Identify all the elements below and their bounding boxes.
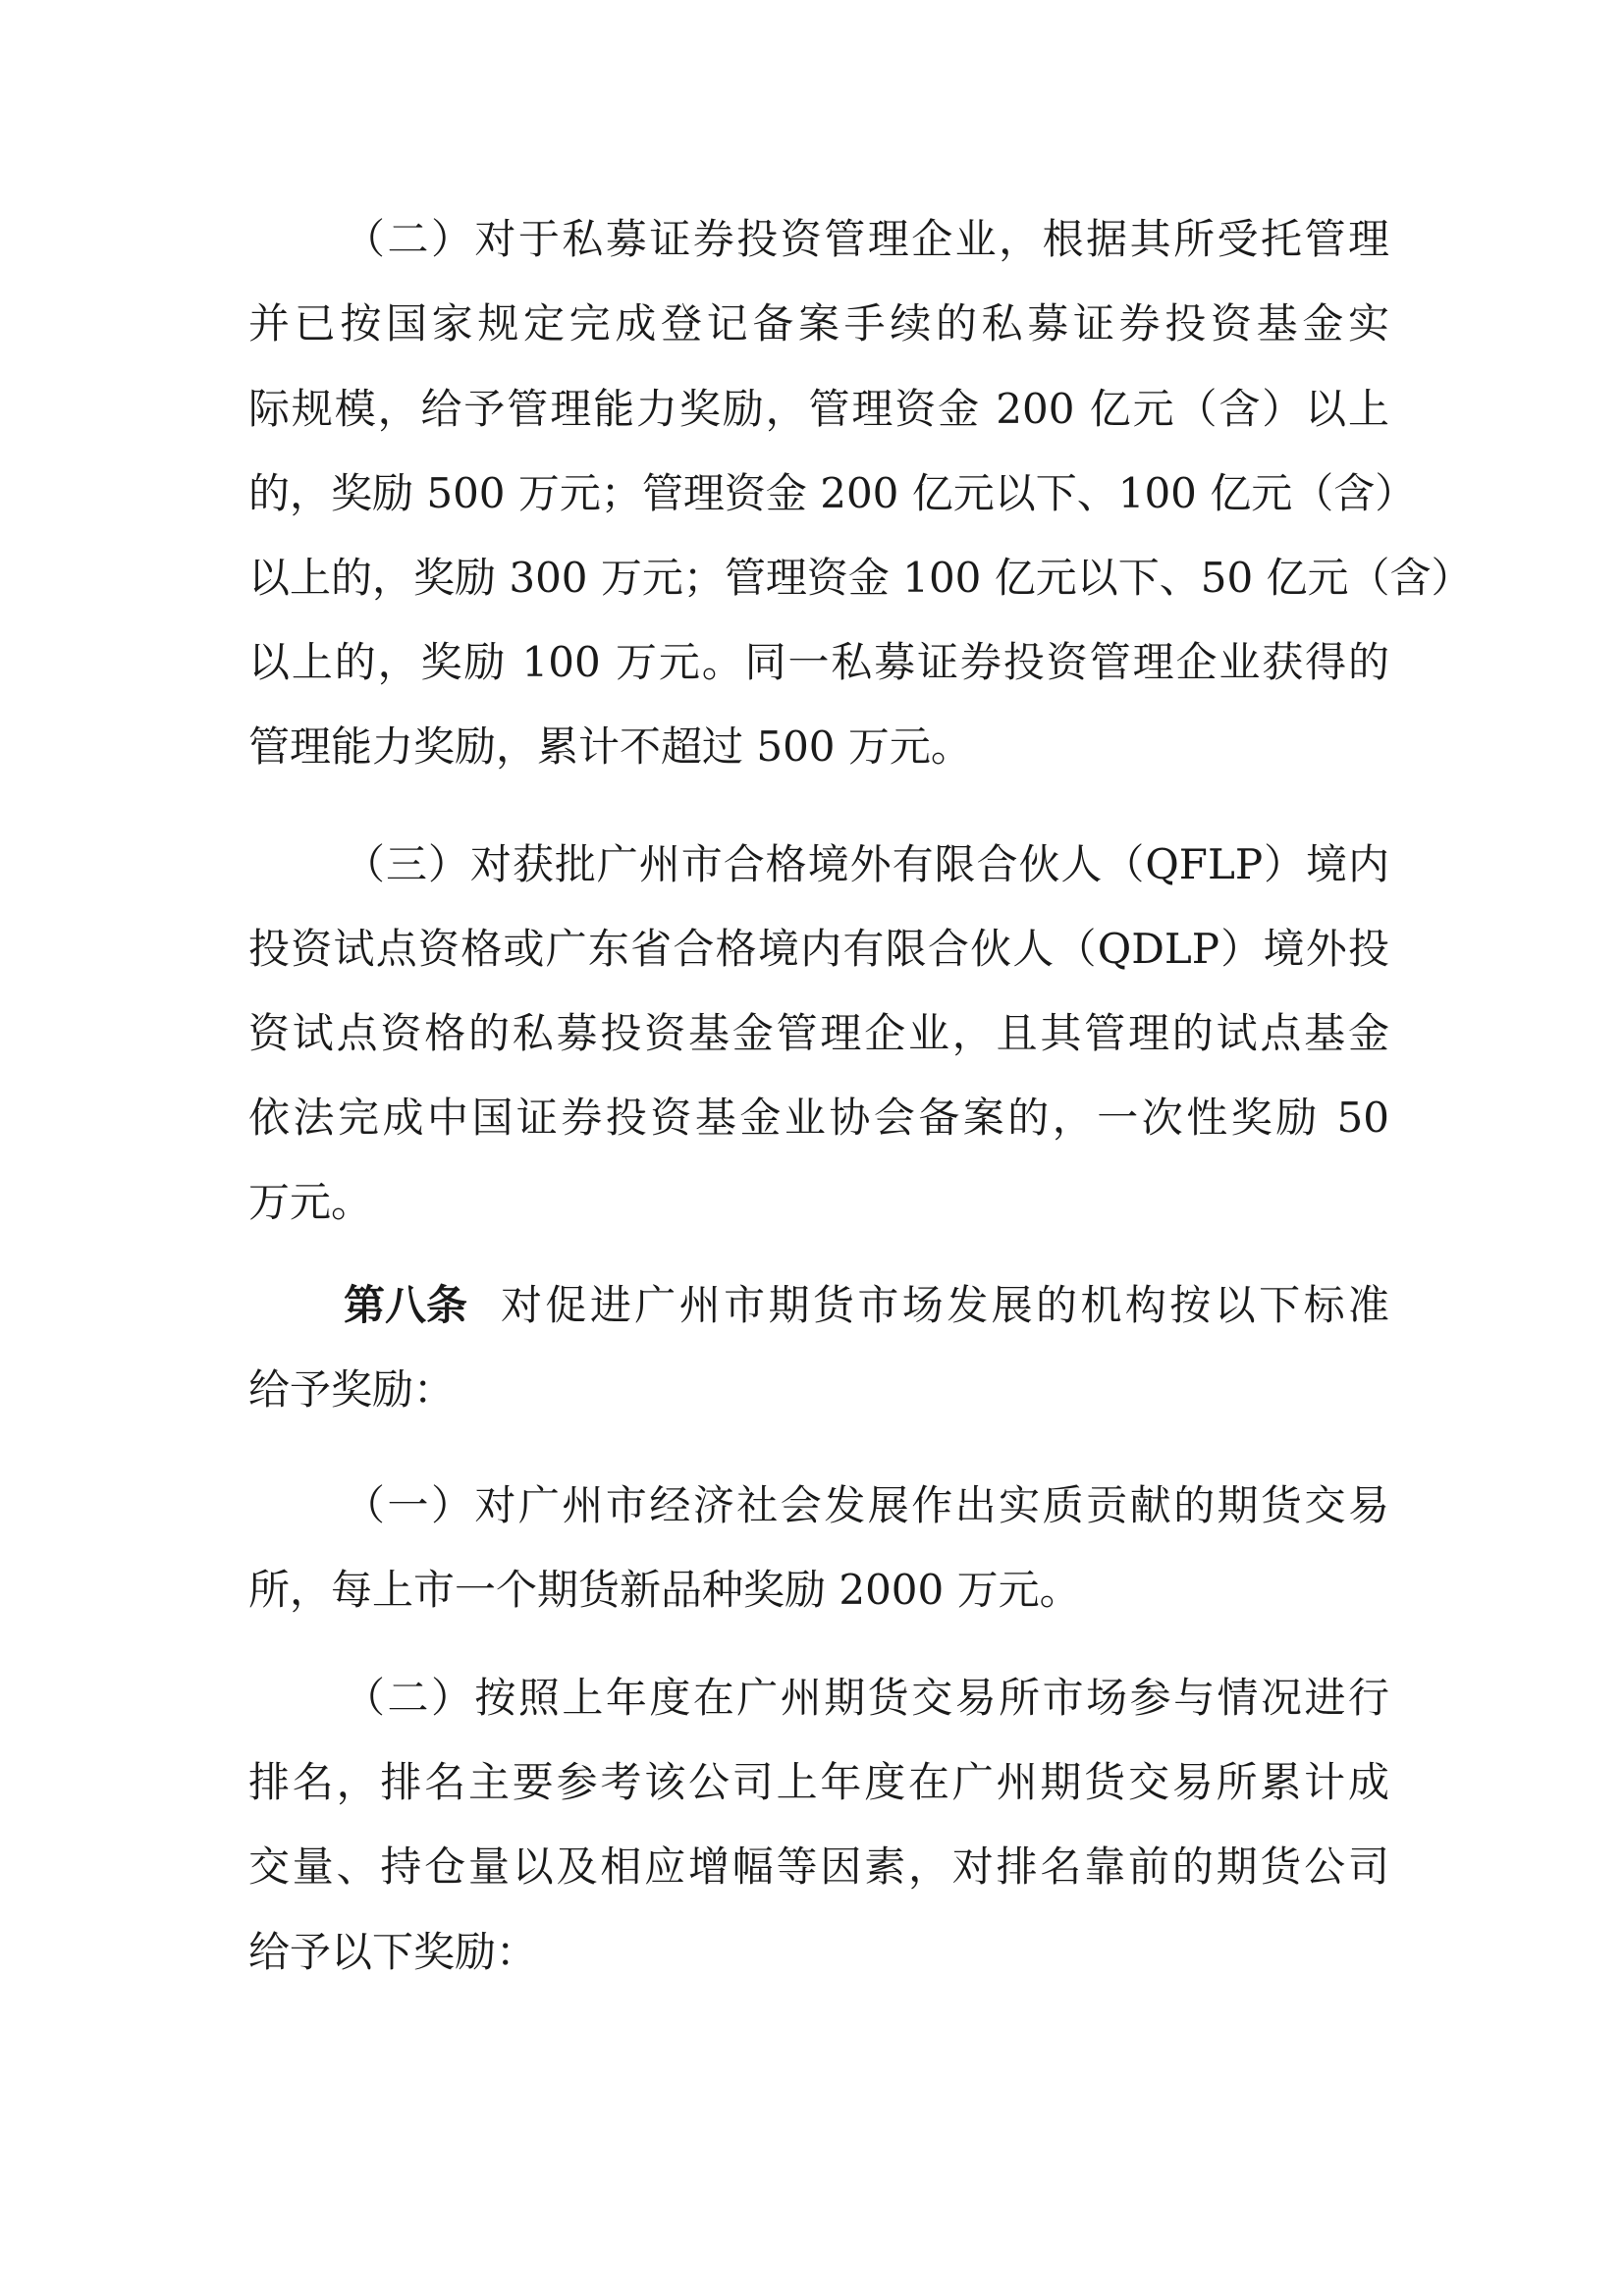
paragraph-line: 资试点资格的私募投资基金管理企业，且其管理的试点基金 xyxy=(248,1009,1389,1057)
article-heading-line xyxy=(344,1274,1389,1337)
paragraph-line: 的，奖励 500 万元；管理资金 200 亿元以下、100 亿元（含） xyxy=(248,469,1417,517)
paragraph-line: （二）对于私募证券投资管理企业，根据其所受托管理 xyxy=(344,215,1389,263)
paragraph-line: 管理能力奖励，累计不超过 500 万元。 xyxy=(248,722,972,771)
paragraph-line: 给予奖励： xyxy=(248,1365,456,1414)
paragraph-line: 际规模，给予管理能力奖励，管理资金 200 亿元（含）以上 xyxy=(248,385,1389,433)
paragraph-line: 排名，排名主要参考该公司上年度在广州期货交易所累计成 xyxy=(248,1758,1389,1806)
paragraph-line: 给予以下奖励： xyxy=(248,1928,538,1976)
paragraph-line: （三）对获批广州市合格境外有限合伙人（QFLP）境内 xyxy=(344,840,1389,888)
paragraph-line: 万元。 xyxy=(248,1178,373,1226)
paragraph-line: 并已按国家规定完成登记备案手续的私募证券投资基金实 xyxy=(248,299,1389,347)
paragraph-line: 以上的，奖励 100 万元。同一私募证券投资管理企业获得的 xyxy=(248,638,1389,686)
paragraph-line: 依法完成中国证券投资基金业协会备案的，一次性奖励 50 xyxy=(248,1094,1389,1142)
paragraph-line: （二）按照上年度在广州期货交易所市场参与情况进行 xyxy=(344,1674,1389,1722)
paragraph-line: 投资试点资格或广东省合格境内有限合伙人（QDLP）境外投 xyxy=(248,925,1389,973)
paragraph-line: 以上的，奖励 300 万元；管理资金 100 亿元以下、50 亿元（含） xyxy=(248,554,1473,602)
paragraph-line: 交量、持仓量以及相应增幅等因素，对排名靠前的期货公司 xyxy=(248,1842,1389,1891)
paragraph-line: 所，每上市一个期货新品种奖励 2000 万元。 xyxy=(248,1566,1081,1614)
article-text: 对促进广州市期货市场发展的机构按以下标准 xyxy=(501,1281,1389,1329)
article-number: 第八条 xyxy=(344,1281,468,1329)
paragraph-line: （一）对广州市经济社会发展作出实质贡献的期货交易 xyxy=(344,1481,1389,1529)
